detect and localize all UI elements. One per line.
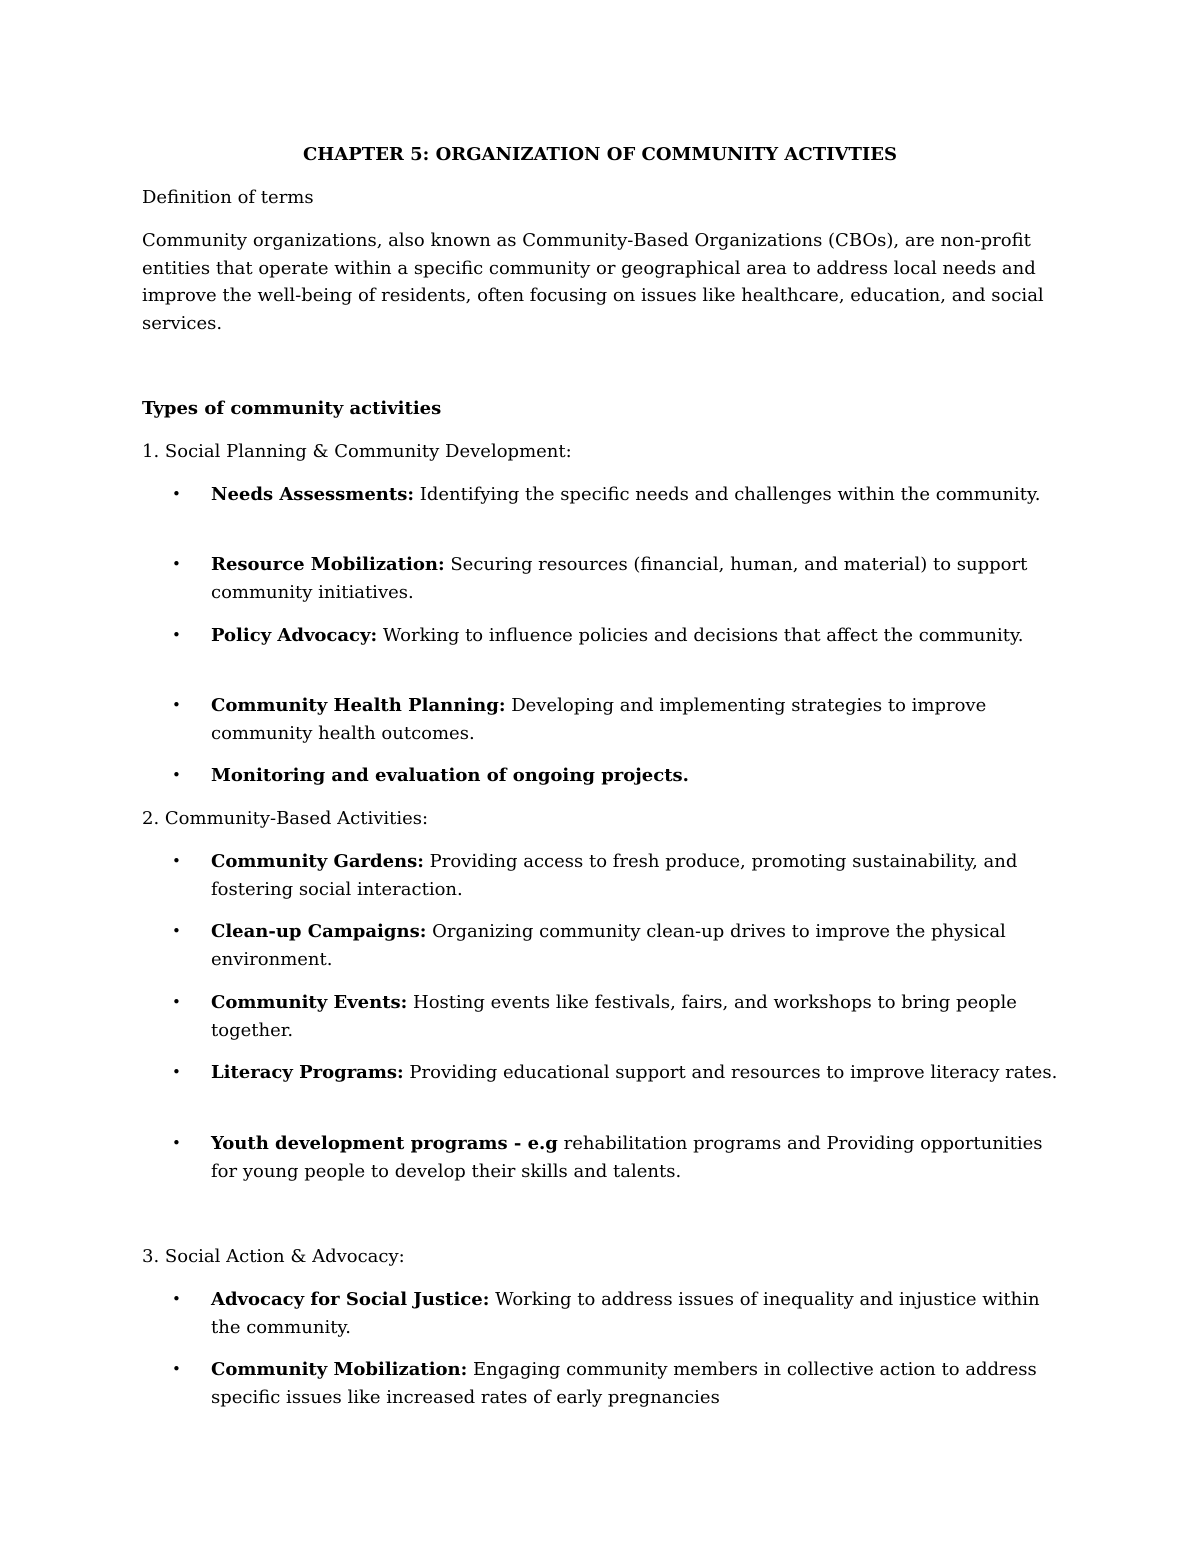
list-item-text [211,551,1061,606]
list-item-text [211,1130,1061,1185]
list-item-text [211,1286,1061,1341]
list-item-term: Advocacy for Social Justice: [211,1289,490,1310]
list-item-term: Literacy Programs: [211,1062,404,1083]
bullet-icon: • [172,1290,181,1308]
list-item-text [211,1059,1061,1087]
list-item-term: Youth development programs - e.g [211,1133,558,1154]
list-item-text [211,989,1061,1044]
list-item-term: Community Mobilization: [211,1359,468,1380]
bullet-icon: • [172,1360,181,1378]
bullet-icon: • [172,626,181,644]
section-heading-3: 3. Social Action & Advocacy: [142,1246,405,1267]
list-item-term: Community Gardens: [211,851,424,872]
list-item-description: Organizing community clean-up drives to improve the physical environment. [211,921,1006,970]
bullet-icon: • [172,555,181,573]
list-item-term: Community Health Planning: [211,695,506,716]
list-item-description: Engaging community members in collective action to address specific issues like increased rates of early pregnancies [211,1359,1037,1408]
bullet-icon: • [172,696,181,714]
list-item-text [211,762,1061,790]
list-item-description: Providing access to fresh produce, promoting sustainability, and fostering social interaction. [211,851,1018,900]
bullet-icon: • [172,852,181,870]
list-item-term: Clean-up Campaigns: [211,921,427,942]
bullet-icon: • [172,993,181,1011]
list-item-description: rehabilitation programs and Providing opportunities for young people to develop their skills and talents. [211,1133,1043,1182]
list-item-term: Policy Advocacy: [211,625,378,646]
list-item-text [211,692,1061,747]
section-heading-2: 2. Community-Based Activities: [142,808,429,829]
list-item-description: Hosting events like festivals, fairs, and workshops to bring people together. [211,992,1017,1041]
bullet-icon: • [172,1063,181,1081]
section-heading-1: 1. Social Planning & Community Development: [142,441,572,462]
bullet-icon: • [172,1134,181,1152]
list-item-text [211,481,1061,509]
list-item-term: Resource Mobilization: [211,554,445,575]
list-item-term: Monitoring and evaluation of ongoing projects. [211,765,689,786]
list-item-term: Needs Assessments: [211,484,414,505]
list-item-text [211,848,1061,903]
list-item-description: Developing and implementing strategies to improve community health outcomes. [211,695,987,744]
list-item-term: Community Events: [211,992,408,1013]
list-item-text [211,1356,1061,1411]
bullet-icon: • [172,485,181,503]
bullet-icon: • [172,766,181,784]
list-item-description: Working to influence policies and decisions that affect the community. [377,625,1024,646]
list-item-description: Securing resources (financial, human, and material) to support community initiatives. [211,554,1028,603]
definition-heading: Definition of terms [142,187,314,208]
list-item-text [211,622,1061,650]
types-heading: Types of community activities [142,398,442,419]
definition-paragraph: Community organizations, also known as Community-Based Organizations (CBOs), are non-profit entities that operate within a specific community or geographical area to address local needs and improve the well-being of residents, often focusing on issues like healthcare, education, and social services. [142,230,1044,334]
bullet-icon: • [172,922,181,940]
list-item-text [211,918,1061,973]
chapter-title: CHAPTER 5: ORGANIZATION OF COMMUNITY ACTIVTIES [302,144,898,165]
list-item-description: Identifying the specific needs and challenges within the community. [413,484,1041,505]
list-item-description: Providing educational support and resources to improve literacy rates. [403,1062,1058,1083]
list-item-description: Working to address issues of inequality and injustice within the community. [211,1289,1040,1338]
